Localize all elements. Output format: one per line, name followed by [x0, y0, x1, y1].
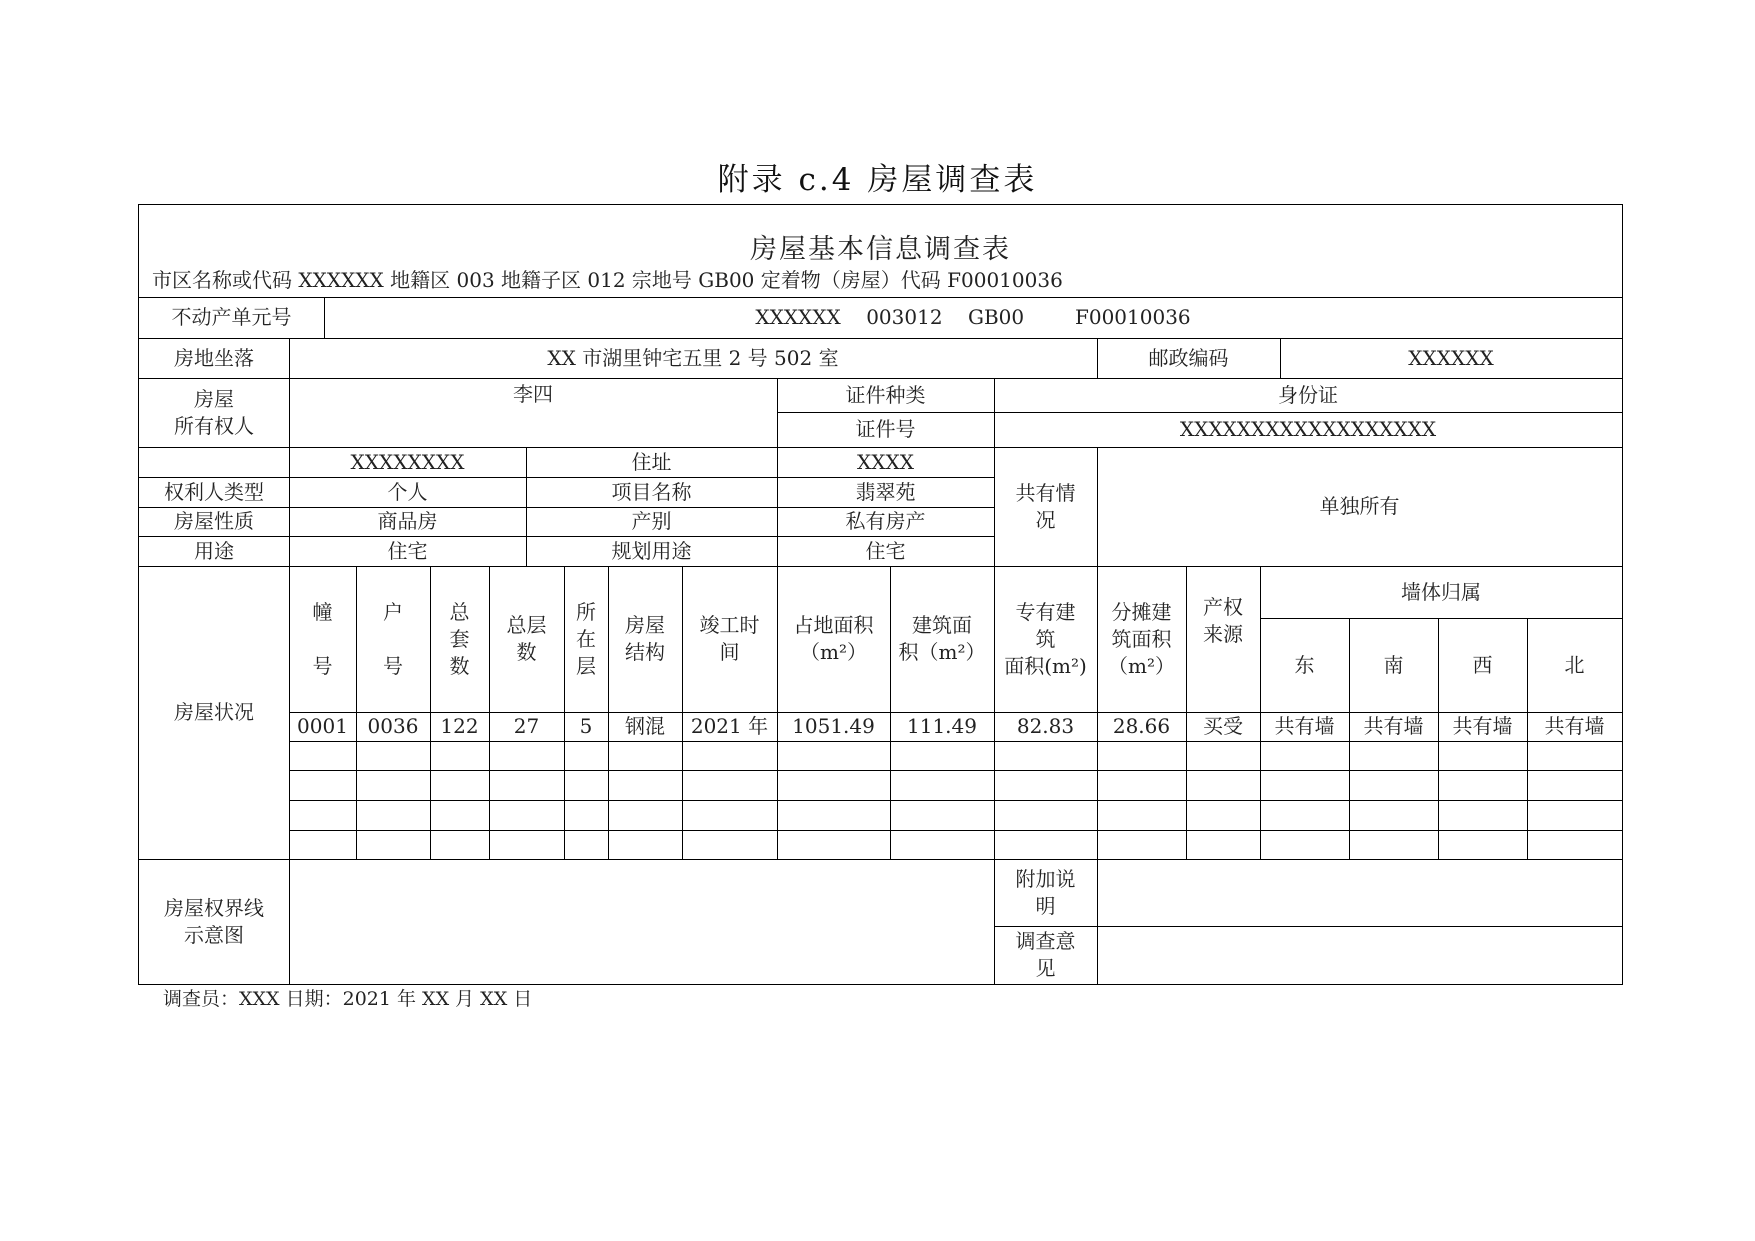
header-wall: 墙体归属 — [1401, 579, 1481, 604]
header-origin-line2: 来源 — [1203, 622, 1243, 646]
cell-land-area: 1051.49 — [792, 714, 875, 738]
right-type-label: 权利人类型 — [164, 479, 264, 504]
postcode-label: 邮政编码 — [1148, 345, 1229, 370]
owner-label-line2: 所有权人 — [174, 413, 254, 438]
header-completion-line2: 间 — [719, 640, 740, 664]
owner-label-line1: 房屋 — [194, 386, 234, 411]
header-build-area — [890, 566, 994, 712]
cell-build-area: 111.49 — [907, 714, 977, 738]
header-exclusive-area-line3: 面积(m²) — [1004, 653, 1087, 678]
property-value: 私有房产 — [845, 509, 926, 533]
cell-total-sets: 122 — [440, 714, 479, 738]
header-wall-south: 南 — [1383, 652, 1404, 677]
owner-label — [139, 378, 289, 447]
cell-completion: 2021 年 — [690, 714, 769, 738]
cell-unit-no: 0036 — [367, 714, 419, 738]
header-total-sets-line3: 数 — [449, 653, 470, 678]
cert-no-label: 证件号 — [855, 417, 916, 441]
header-unit — [356, 566, 430, 712]
address-label: 住址 — [631, 449, 672, 474]
project-value: 翡翠苑 — [855, 479, 916, 504]
cell-structure: 钢混 — [625, 714, 665, 738]
nature-label: 房屋性质 — [174, 509, 254, 533]
use-label: 用途 — [194, 538, 234, 563]
property-label: 产别 — [631, 509, 672, 533]
header-origin — [1186, 566, 1260, 676]
header-land-area — [777, 566, 890, 712]
cell-floor: 5 — [579, 714, 593, 738]
row-xxxx-value: XXXXXXXX — [350, 449, 465, 474]
right-type-value: 个人 — [387, 479, 428, 504]
cell-exclusive-area: 82.83 — [1016, 714, 1075, 738]
header-total-sets — [430, 566, 489, 712]
header-floor-line3: 层 — [576, 653, 596, 678]
header-total-sets-line2: 套 — [449, 626, 470, 651]
cell-wall-south: 共有墙 — [1363, 714, 1424, 738]
header-completion — [682, 566, 777, 712]
use-value: 住宅 — [387, 538, 428, 563]
code-line: 市区名称或代码 XXXXXX 地籍区 003 地籍子区 012 宗地号 GB00 定着物（房屋）代码 F00010036 — [152, 267, 1063, 292]
header-shared-area — [1097, 566, 1186, 712]
header-unit-line2: 号 — [383, 654, 403, 678]
opinion-label-line2: 见 — [1035, 956, 1056, 980]
header-total-floors-line1: 总层 — [506, 613, 547, 637]
header-unit-line1: 户 — [383, 600, 403, 624]
header-exclusive-area-line1: 专有建 — [1015, 599, 1076, 624]
header-shared-area-line2: 筑面积 — [1111, 626, 1172, 651]
share-label-line2: 况 — [1035, 507, 1056, 532]
page-title: 附录 c.4 房屋调查表 — [717, 162, 1038, 198]
share-value: 单独所有 — [1319, 494, 1400, 518]
header-structure-line2: 结构 — [625, 640, 665, 664]
header-build-area-line2: 积（m²） — [898, 640, 986, 664]
unit-no-label: 不动产单元号 — [171, 305, 292, 329]
note-label — [994, 859, 1097, 926]
cell-shared-area: 28.66 — [1112, 714, 1171, 738]
header-wall-east: 东 — [1294, 652, 1315, 677]
location-label: 房地坐落 — [174, 345, 254, 370]
cell-building-no: 0001 — [297, 714, 348, 738]
header-land-area-line1: 占地面积 — [793, 613, 874, 637]
cell-wall-north: 共有墙 — [1544, 714, 1605, 738]
header-wall-west: 西 — [1472, 652, 1493, 677]
plan-use-value: 住宅 — [865, 538, 906, 563]
header-structure-line1: 房屋 — [625, 613, 665, 637]
header-floor-line2: 在 — [576, 626, 596, 651]
header-exclusive-area-line2: 筑 — [1035, 626, 1056, 651]
cert-type-value: 身份证 — [1278, 382, 1338, 407]
header-completion-line1: 竣工时 — [699, 613, 760, 637]
cert-type-label: 证件种类 — [845, 382, 926, 407]
plan-use-label: 规划用途 — [611, 538, 692, 563]
status-label: 房屋状况 — [174, 700, 254, 724]
cell-origin: 买受 — [1203, 714, 1243, 738]
note-label-line2: 明 — [1035, 893, 1056, 918]
header-total-sets-line1: 总 — [449, 599, 470, 624]
header-shared-area-line1: 分摊建 — [1111, 599, 1172, 624]
share-label-line1: 共有情 — [1015, 480, 1076, 505]
location-value: XX 市湖里钟宅五里 2 号 502 室 — [547, 345, 839, 370]
boundary-label-line1: 房屋权界线 — [164, 895, 264, 920]
header-total-floors-line2: 数 — [516, 640, 537, 664]
header-origin-line1: 产权 — [1203, 595, 1243, 619]
project-label: 项目名称 — [611, 479, 692, 504]
share-label — [994, 447, 1097, 566]
boundary-label-line2: 示意图 — [184, 922, 244, 947]
postcode-value: XXXXXX — [1408, 345, 1494, 370]
header-build-area-line1: 建筑面 — [912, 613, 972, 637]
header-building-line1: 幢 — [312, 600, 333, 624]
note-label-line1: 附加说 — [1015, 866, 1076, 891]
address-value: XXXX — [857, 449, 914, 474]
unit-no-value: XXXXXX 003012 GB00 F00010036 — [755, 305, 1191, 329]
house-survey-form — [138, 204, 1623, 985]
cert-no-value: XXXXXXXXXXXXXXXXXX — [1179, 417, 1437, 441]
boundary-label — [139, 859, 289, 984]
header-building — [289, 566, 356, 712]
header-wall-north: 北 — [1564, 652, 1585, 677]
cell-total-floors: 27 — [513, 714, 540, 738]
opinion-label — [994, 926, 1097, 984]
owner-value: 李四 — [513, 381, 553, 406]
cell-wall-east: 共有墙 — [1274, 714, 1335, 738]
header-building-line2: 号 — [312, 654, 333, 678]
header-floor — [564, 566, 608, 712]
header-land-area-line2: （m²） — [800, 640, 867, 664]
header-shared-area-line3: （m²） — [1108, 653, 1175, 678]
header-exclusive-area — [994, 566, 1097, 712]
header-structure — [608, 566, 682, 712]
row-divider — [139, 859, 1622, 860]
form-title: 房屋基本信息调查表 — [750, 233, 1011, 265]
surveyor-footer: 调查员：XXX 日期：2021 年 XX 月 XX 日 — [163, 988, 533, 1010]
nature-value: 商品房 — [377, 509, 438, 533]
opinion-label-line1: 调查意 — [1015, 929, 1076, 953]
header-floor-line1: 所 — [576, 599, 596, 624]
header-total-floors — [489, 566, 564, 712]
cell-wall-west: 共有墙 — [1452, 714, 1513, 738]
